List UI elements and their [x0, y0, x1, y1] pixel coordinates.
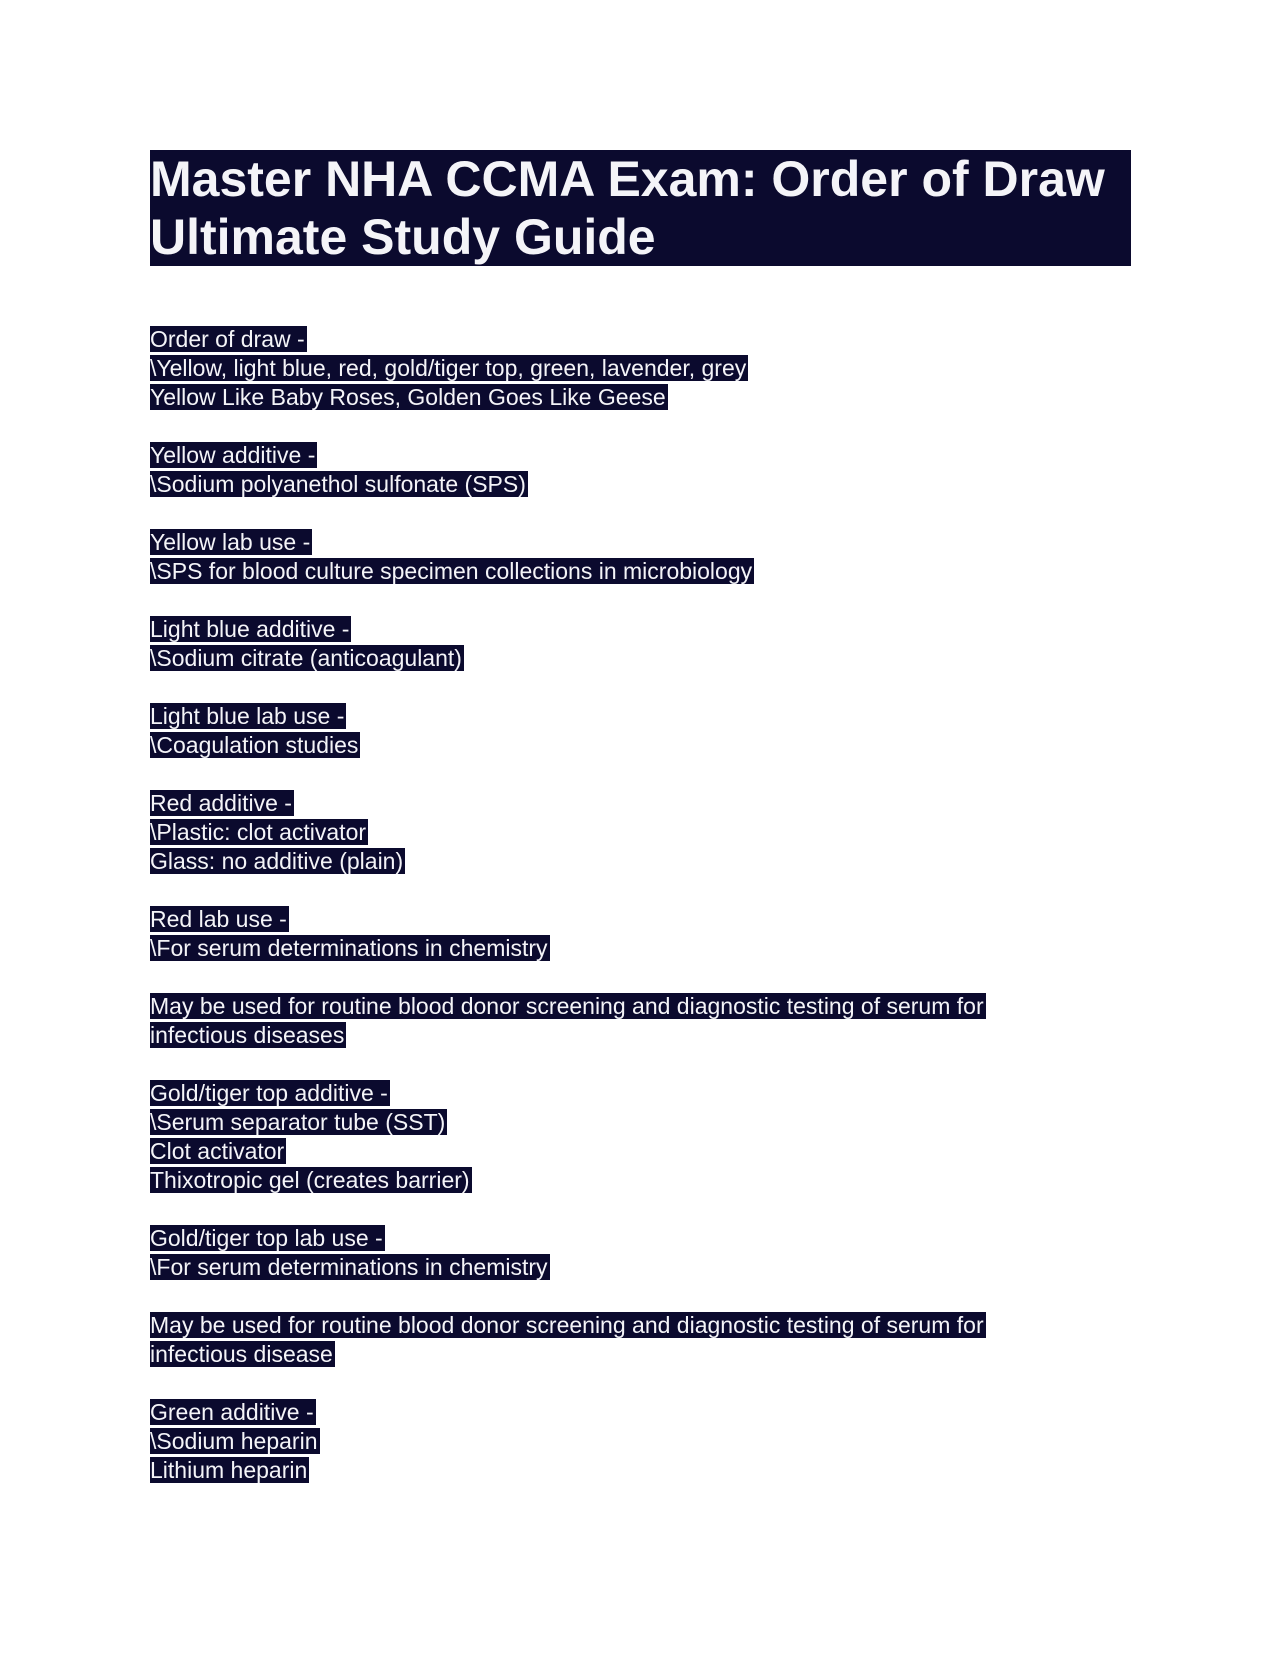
text-line — [150, 615, 1150, 644]
text-line — [150, 992, 1150, 1021]
definition-text: \SPS for blood culture specimen collections in microbiology — [150, 558, 753, 584]
text-line — [150, 1311, 1150, 1340]
definition-text: \For serum determinations in chemistry — [150, 1254, 548, 1280]
flashcard-section — [150, 528, 1150, 586]
flashcard-section — [150, 1224, 1150, 1282]
definition-text: Thixotropic gel (creates barrier) — [150, 1167, 470, 1193]
text-line — [150, 818, 1150, 847]
term-text: Red additive - — [150, 790, 292, 816]
flashcard-section — [150, 1398, 1150, 1485]
definition-text: infectious diseases — [150, 1022, 345, 1048]
text-line — [150, 1108, 1150, 1137]
definition-text: \Plastic: clot activator — [150, 819, 367, 845]
text-line — [150, 1427, 1150, 1456]
text-line — [150, 731, 1150, 760]
text-line — [150, 1021, 1150, 1050]
definition-text: Lithium heparin — [150, 1457, 308, 1483]
text-line — [150, 470, 1150, 499]
flashcard-section — [150, 992, 1150, 1050]
flashcard-section — [150, 905, 1150, 963]
text-line — [150, 528, 1150, 557]
document-body — [150, 325, 1150, 1514]
text-line — [150, 1137, 1150, 1166]
definition-text: \For serum determinations in chemistry — [150, 935, 548, 961]
definition-text: \Yellow, light blue, red, gold/tiger top, green, lavender, grey — [150, 355, 747, 381]
term-text: Yellow lab use - — [150, 529, 311, 555]
flashcard-section — [150, 789, 1150, 876]
title-line: Master NHA CCMA Exam: Order of Draw — [150, 151, 1105, 207]
text-line — [150, 1398, 1150, 1427]
text-line — [150, 702, 1150, 731]
definition-text: Clot activator — [150, 1138, 285, 1164]
term-text: Light blue additive - — [150, 616, 350, 642]
term-text: Yellow additive - — [150, 442, 316, 468]
definition-text: \Sodium citrate (anticoagulant) — [150, 645, 462, 671]
flashcard-section — [150, 702, 1150, 760]
definition-text: Glass: no additive (plain) — [150, 848, 404, 874]
text-line — [150, 325, 1150, 354]
text-line — [150, 905, 1150, 934]
text-line — [150, 1253, 1150, 1282]
term-text: Gold/tiger top additive - — [150, 1080, 388, 1106]
text-line — [150, 354, 1150, 383]
text-line — [150, 1079, 1150, 1108]
text-line — [150, 383, 1150, 412]
flashcard-section — [150, 615, 1150, 673]
term-text: Light blue lab use - — [150, 703, 345, 729]
text-line — [150, 557, 1150, 586]
term-text: Order of draw - — [150, 326, 305, 352]
term-text: May be used for routine blood donor screening and diagnostic testing of serum for — [150, 1312, 984, 1338]
text-line — [150, 1456, 1150, 1485]
definition-text: Yellow Like Baby Roses, Golden Goes Like Geese — [150, 384, 666, 410]
flashcard-section — [150, 325, 1150, 412]
text-line — [150, 644, 1150, 673]
term-text: Gold/tiger top lab use - — [150, 1225, 383, 1251]
definition-text: infectious disease — [150, 1341, 333, 1367]
text-line — [150, 1166, 1150, 1195]
text-line — [150, 934, 1150, 963]
text-line — [150, 441, 1150, 470]
term-text: May be used for routine blood donor screening and diagnostic testing of serum for — [150, 993, 984, 1019]
definition-text: \Coagulation studies — [150, 732, 359, 758]
text-line — [150, 1340, 1150, 1369]
text-line — [150, 1224, 1150, 1253]
text-line — [150, 789, 1150, 818]
definition-text: \Serum separator tube (SST) — [150, 1109, 446, 1135]
flashcard-section — [150, 441, 1150, 499]
title-line: Ultimate Study Guide — [150, 209, 656, 265]
term-text: Red lab use - — [150, 906, 287, 932]
text-line — [150, 847, 1150, 876]
flashcard-section — [150, 1079, 1150, 1195]
definition-text: \Sodium polyanethol sulfonate (SPS) — [150, 471, 526, 497]
flashcard-section — [150, 1311, 1150, 1369]
term-text: Green additive - — [150, 1399, 314, 1425]
definition-text: \Sodium heparin — [150, 1428, 318, 1454]
document-title — [150, 150, 1131, 266]
